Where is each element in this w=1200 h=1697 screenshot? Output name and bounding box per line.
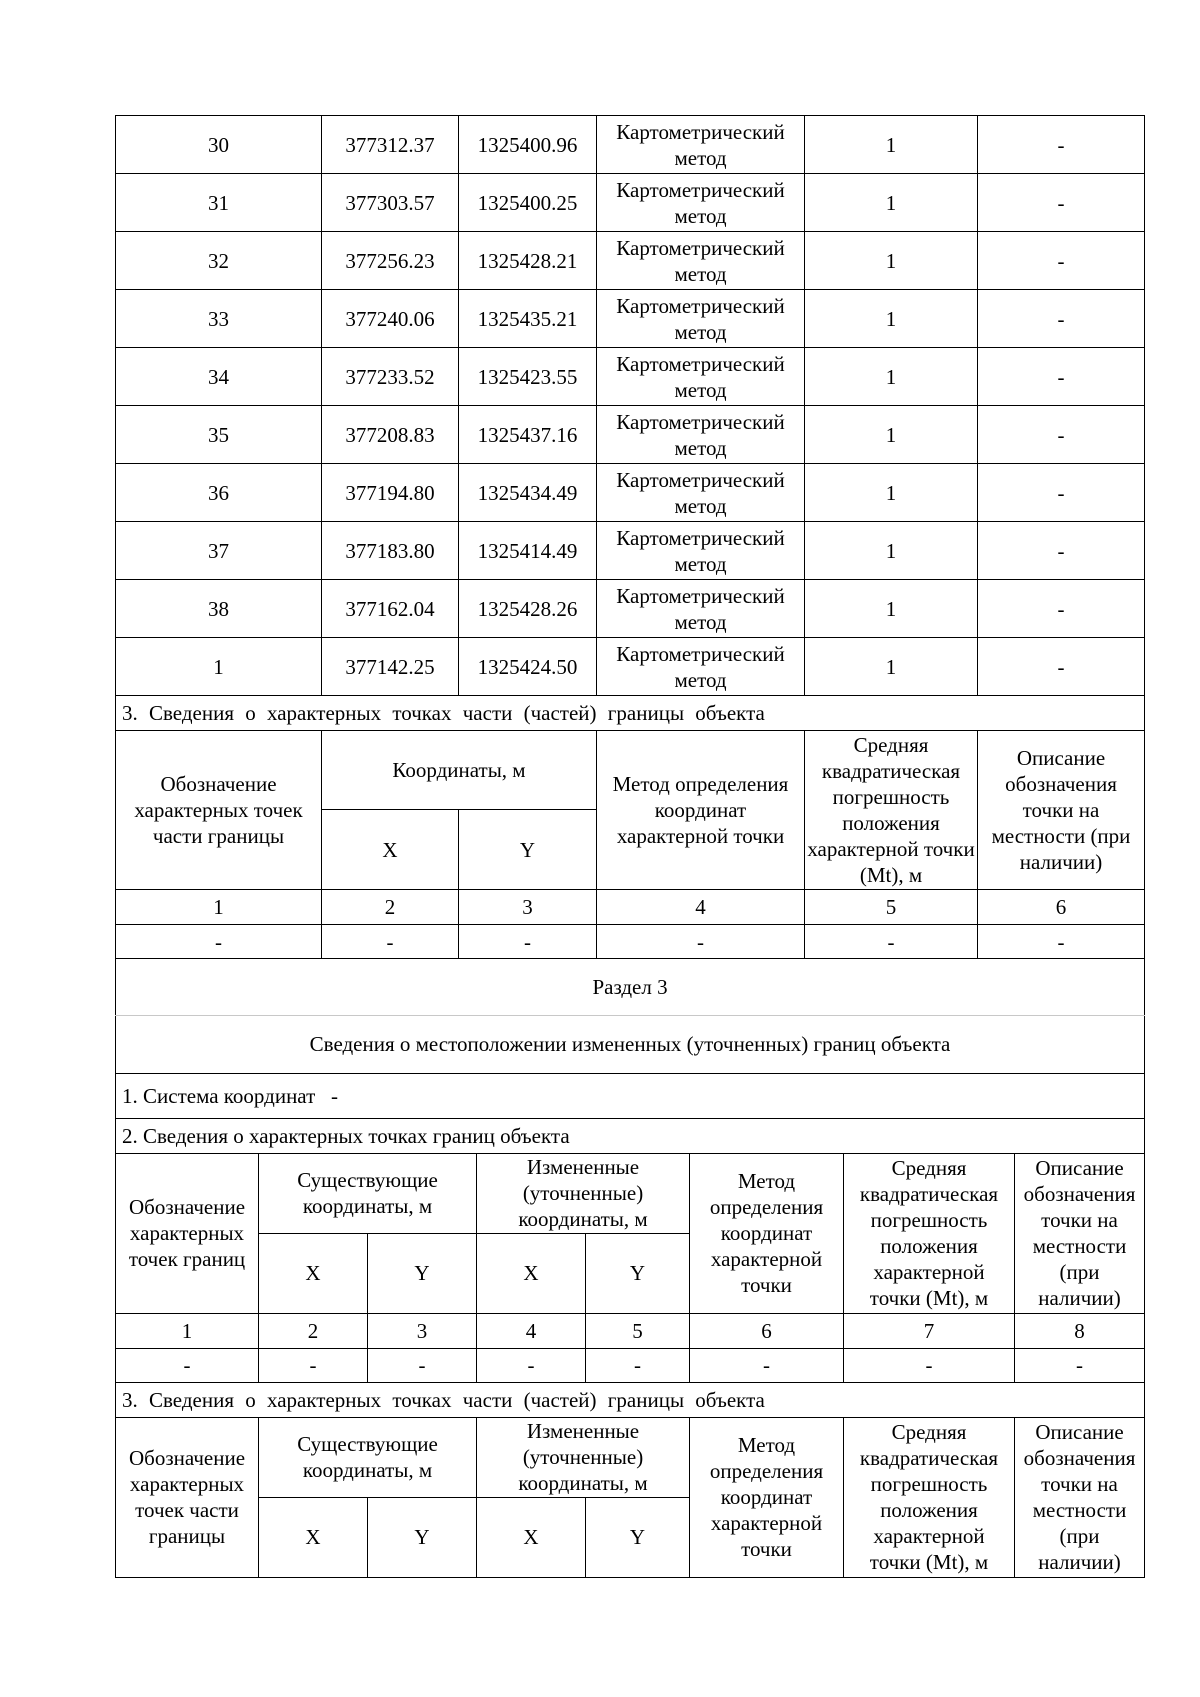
coord-system-row bbox=[116, 1073, 1145, 1118]
coord-y: 1325434.49 bbox=[459, 464, 597, 522]
empty-cell: - bbox=[805, 925, 978, 959]
mt-value: 1 bbox=[805, 522, 978, 580]
description: - bbox=[978, 232, 1145, 290]
coord-x: 377312.37 bbox=[322, 116, 459, 174]
mt-value: 1 bbox=[805, 580, 978, 638]
parts-section-title: 3. Сведения о характерных точках части (частей) границы объекта bbox=[116, 1382, 1145, 1417]
header-changed-coords: Измененные (уточненные) координаты, м bbox=[477, 1153, 690, 1233]
column-number: 4 bbox=[597, 890, 805, 925]
coord-x: 377240.06 bbox=[322, 290, 459, 348]
description: - bbox=[978, 406, 1145, 464]
column-number: 5 bbox=[805, 890, 978, 925]
column-number: 3 bbox=[368, 1313, 477, 1348]
coord-x: 377303.57 bbox=[322, 174, 459, 232]
empty-cell: - bbox=[116, 1348, 259, 1382]
header-x: X bbox=[259, 1233, 368, 1313]
description: - bbox=[978, 580, 1145, 638]
mt-value: 1 bbox=[805, 638, 978, 696]
table-row bbox=[116, 116, 1145, 174]
header-y: Y bbox=[586, 1233, 690, 1313]
header-x: X bbox=[322, 810, 459, 890]
coord-system-label: 1. Система координат bbox=[122, 1083, 316, 1108]
header-description: Описание обозначения точки на местности (при наличии) bbox=[978, 731, 1145, 890]
header-y: Y bbox=[368, 1497, 477, 1577]
coord-system-value: - bbox=[331, 1083, 339, 1108]
header-point-designation: Обозначение характерных точек границ bbox=[116, 1153, 259, 1313]
coord-y: 1325424.50 bbox=[459, 638, 597, 696]
table-row bbox=[116, 406, 1145, 464]
point-number: 33 bbox=[116, 290, 322, 348]
header-point-designation-parts: Обозначение характерных точек части границы bbox=[116, 1417, 259, 1577]
mt-value: 1 bbox=[805, 290, 978, 348]
coord-x: 377162.04 bbox=[322, 580, 459, 638]
method: Картометрический метод bbox=[597, 348, 805, 406]
mt-value: 1 bbox=[805, 348, 978, 406]
coord-x: 377183.80 bbox=[322, 522, 459, 580]
point-number: 1 bbox=[116, 638, 322, 696]
empty-cell: - bbox=[368, 1348, 477, 1382]
section3-title: Раздел 3 bbox=[116, 958, 1145, 1015]
column-number: 1 bbox=[116, 1313, 259, 1348]
point-number: 36 bbox=[116, 464, 322, 522]
point-number: 37 bbox=[116, 522, 322, 580]
method: Картометрический метод bbox=[597, 580, 805, 638]
empty-cell: - bbox=[116, 925, 322, 959]
header-method: Метод определения координат характерной точки bbox=[597, 731, 805, 890]
header-x: X bbox=[477, 1497, 586, 1577]
column-number: 4 bbox=[477, 1313, 586, 1348]
method: Картометрический метод bbox=[597, 290, 805, 348]
header-changed-coords: Измененные (уточненные) координаты, м bbox=[477, 1417, 690, 1497]
description: - bbox=[978, 522, 1145, 580]
coord-y: 1325428.21 bbox=[459, 232, 597, 290]
coord-y: 1325437.16 bbox=[459, 406, 597, 464]
header-existing-coords: Существующие координаты, м bbox=[259, 1417, 477, 1497]
mt-value: 1 bbox=[805, 116, 978, 174]
description: - bbox=[978, 464, 1145, 522]
empty-cell: - bbox=[690, 1348, 844, 1382]
coord-y: 1325400.25 bbox=[459, 174, 597, 232]
header-description: Описание обозначения точки на местности (при наличии) bbox=[1015, 1417, 1145, 1577]
coord-y: 1325428.26 bbox=[459, 580, 597, 638]
point-number: 31 bbox=[116, 174, 322, 232]
empty-cell: - bbox=[477, 1348, 586, 1382]
mt-value: 1 bbox=[805, 232, 978, 290]
method: Картометрический метод bbox=[597, 638, 805, 696]
header-x: X bbox=[259, 1497, 368, 1577]
table-row bbox=[116, 464, 1145, 522]
header-method: Метод определения координат характерной точки bbox=[690, 1417, 844, 1577]
coord-y: 1325414.49 bbox=[459, 522, 597, 580]
empty-cell: - bbox=[459, 925, 597, 959]
method: Картометрический метод bbox=[597, 406, 805, 464]
empty-cell: - bbox=[597, 925, 805, 959]
parts-section-title: 3. Сведения о характерных точках части (частей) границы объекта bbox=[116, 696, 1145, 731]
header-existing-coords: Существующие координаты, м bbox=[259, 1153, 477, 1233]
empty-cell: - bbox=[322, 925, 459, 959]
method: Картометрический метод bbox=[597, 464, 805, 522]
points-body bbox=[116, 116, 1145, 696]
description: - bbox=[978, 638, 1145, 696]
coord-x: 377194.80 bbox=[322, 464, 459, 522]
table-row bbox=[116, 174, 1145, 232]
header-y: Y bbox=[459, 810, 597, 890]
description: - bbox=[978, 116, 1145, 174]
coord-x: 377142.25 bbox=[322, 638, 459, 696]
header-point-designation: Обозначение характерных точек части границы bbox=[116, 731, 322, 890]
point-number: 34 bbox=[116, 348, 322, 406]
table-row bbox=[116, 522, 1145, 580]
document-page bbox=[115, 115, 1144, 1578]
coord-y: 1325435.21 bbox=[459, 290, 597, 348]
empty-cell: - bbox=[259, 1348, 368, 1382]
point-number: 30 bbox=[116, 116, 322, 174]
mt-value: 1 bbox=[805, 464, 978, 522]
column-number: 5 bbox=[586, 1313, 690, 1348]
method: Картометрический метод bbox=[597, 174, 805, 232]
column-number: 3 bbox=[459, 890, 597, 925]
coord-x: 377208.83 bbox=[322, 406, 459, 464]
header-mt: Средняя квадратическая погрешность положения характерной точки (Mt), м bbox=[844, 1417, 1015, 1577]
method: Картометрический метод bbox=[597, 232, 805, 290]
column-number: 7 bbox=[844, 1313, 1015, 1348]
empty-cell: - bbox=[586, 1348, 690, 1382]
method: Картометрический метод bbox=[597, 522, 805, 580]
column-number: 6 bbox=[978, 890, 1145, 925]
column-number: 8 bbox=[1015, 1313, 1145, 1348]
description: - bbox=[978, 290, 1145, 348]
header-x: X bbox=[477, 1233, 586, 1313]
header-y: Y bbox=[368, 1233, 477, 1313]
description: - bbox=[978, 348, 1145, 406]
section3-subtitle: Сведения о местоположении измененных (уточненных) границ объекта bbox=[116, 1015, 1145, 1073]
header-mt: Средняя квадратическая погрешность положения характерной точки (Mt), м bbox=[805, 731, 978, 890]
boundary-points-table bbox=[115, 115, 1145, 959]
point-number: 38 bbox=[116, 580, 322, 638]
column-number: 2 bbox=[259, 1313, 368, 1348]
table-row bbox=[116, 638, 1145, 696]
header-mt: Средняя квадратическая погрешность положения характерной точки (Mt), м bbox=[844, 1153, 1015, 1313]
mt-value: 1 bbox=[805, 174, 978, 232]
point-number: 35 bbox=[116, 406, 322, 464]
coord-x: 377256.23 bbox=[322, 232, 459, 290]
table-row bbox=[116, 232, 1145, 290]
coord-y: 1325400.96 bbox=[459, 116, 597, 174]
table-row bbox=[116, 348, 1145, 406]
section3-table bbox=[115, 958, 1145, 1578]
method: Картометрический метод bbox=[597, 116, 805, 174]
column-number: 1 bbox=[116, 890, 322, 925]
points-section-title: 2. Сведения о характерных точках границ объекта bbox=[116, 1118, 1145, 1153]
table-row bbox=[116, 290, 1145, 348]
header-coordinates: Координаты, м bbox=[322, 731, 597, 810]
description: - bbox=[978, 174, 1145, 232]
header-y: Y bbox=[586, 1497, 690, 1577]
column-number: 6 bbox=[690, 1313, 844, 1348]
empty-cell: - bbox=[978, 925, 1145, 959]
header-method: Метод определения координат характерной точки bbox=[690, 1153, 844, 1313]
mt-value: 1 bbox=[805, 406, 978, 464]
header-description: Описание обозначения точки на местности (при наличии) bbox=[1015, 1153, 1145, 1313]
empty-cell: - bbox=[1015, 1348, 1145, 1382]
empty-cell: - bbox=[844, 1348, 1015, 1382]
point-number: 32 bbox=[116, 232, 322, 290]
coord-x: 377233.52 bbox=[322, 348, 459, 406]
coord-y: 1325423.55 bbox=[459, 348, 597, 406]
table-row bbox=[116, 580, 1145, 638]
column-number: 2 bbox=[322, 890, 459, 925]
